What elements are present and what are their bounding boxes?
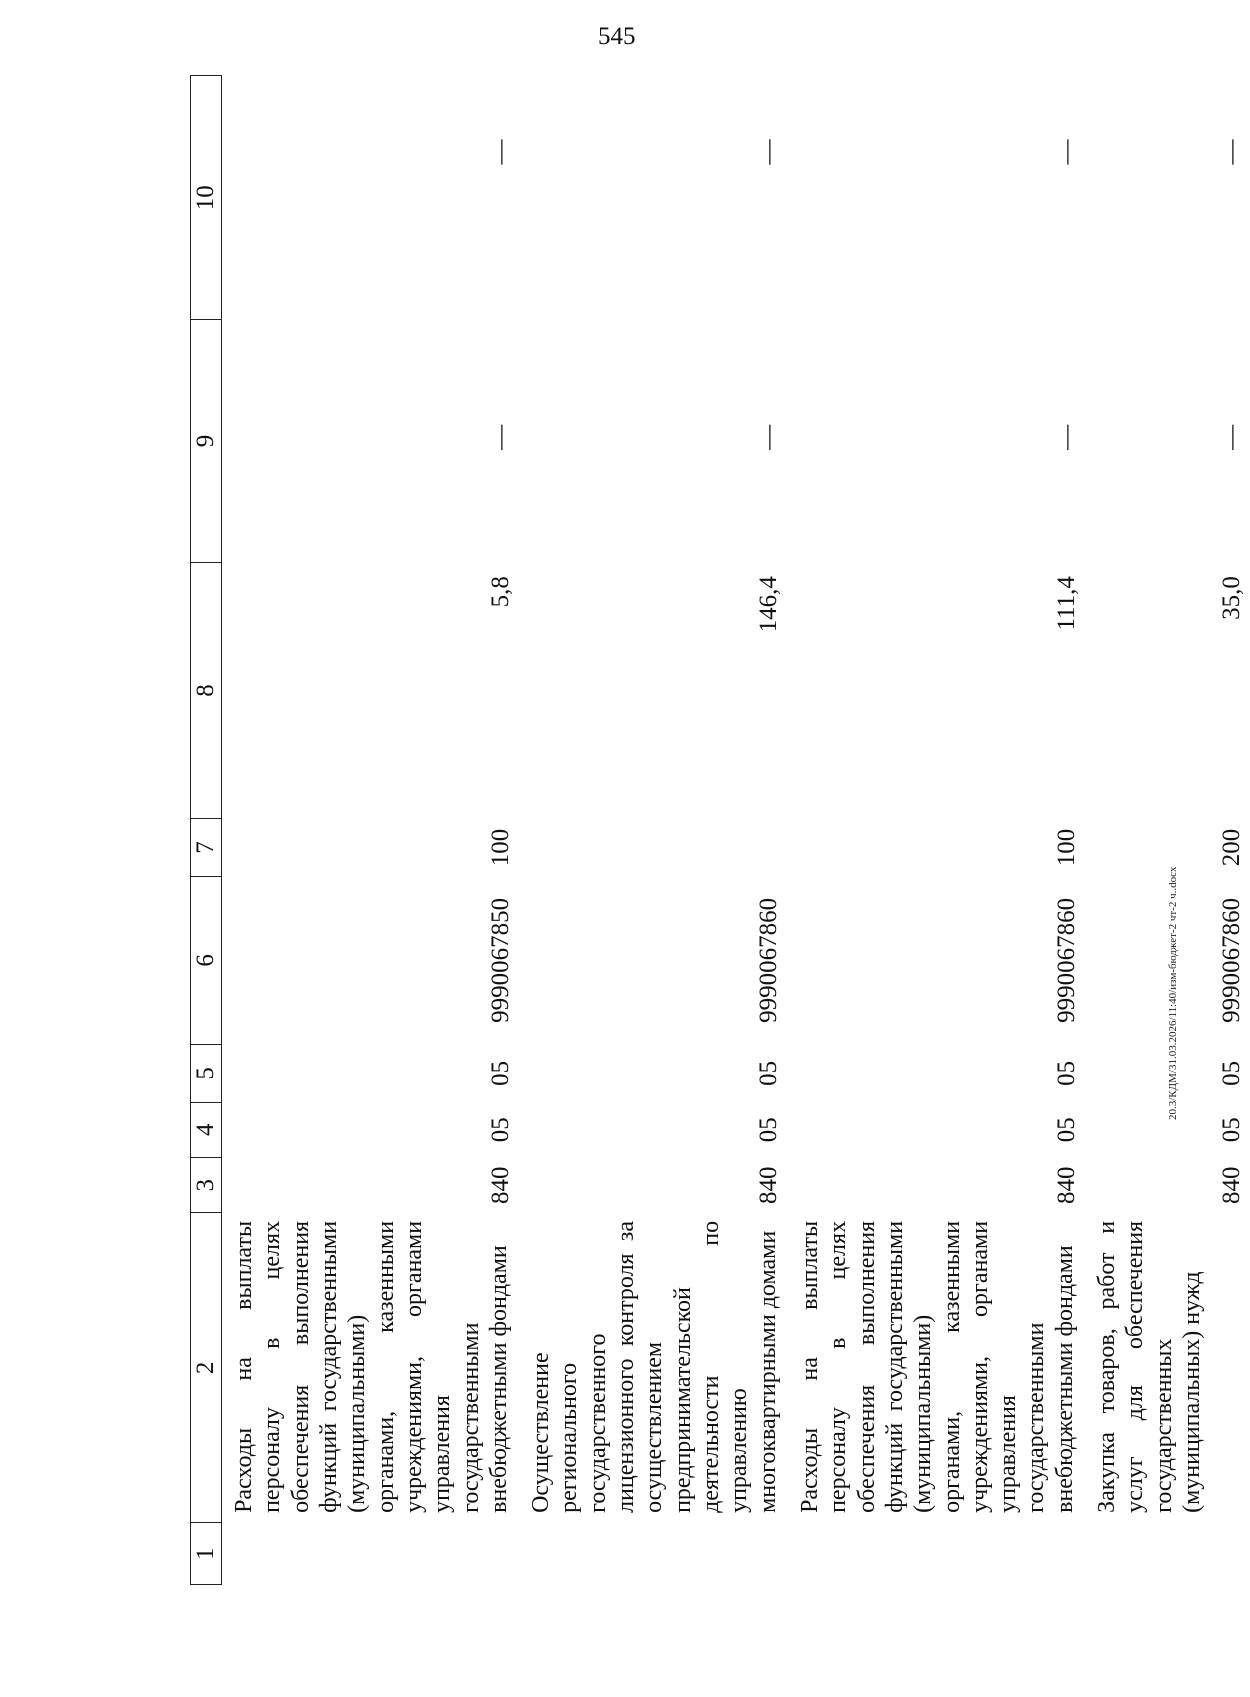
empty-value-dash: —	[486, 139, 514, 165]
ministry-code: 840	[486, 1166, 514, 1204]
row-index-cell	[1085, 1523, 1250, 1585]
row-index-cell	[519, 1523, 788, 1585]
table-row	[519, 76, 788, 1585]
amount-value: 111,4	[1052, 576, 1080, 631]
ministry-code: 840	[1217, 1166, 1245, 1204]
empty-value-dash: —	[755, 424, 783, 450]
empty-value-dash: —	[755, 139, 783, 165]
expense-description: Расходы на выплаты персоналу в целях обеспечения выполнения функций государственными (муниципальными) органами, казенными учреждениями, органами управления государственными внебюджетными фондами	[231, 1220, 512, 1513]
expense-type-code: 100	[1052, 828, 1080, 867]
subsection-code: 05	[755, 1060, 783, 1086]
expense-description: Закупка товаров, работ и услуг для обеспечения государственных (муниципальных) нужд	[1094, 1220, 1205, 1513]
amount-value: 5,8	[486, 576, 514, 608]
column-header-4: 4	[191, 1102, 222, 1157]
ministry-code: 840	[1052, 1166, 1080, 1204]
column-header-5: 5	[191, 1045, 222, 1102]
page-number: 545	[598, 23, 636, 50]
column-header-6: 6	[191, 876, 222, 1044]
expense-type-code: 200	[1217, 828, 1245, 867]
column-header-8: 8	[191, 562, 222, 819]
budget-table	[190, 75, 1250, 1585]
target-article-code: 9990067860	[755, 897, 783, 1023]
empty-value-dash: —	[486, 424, 514, 450]
target-article-code: 9990067860	[1217, 897, 1245, 1023]
section-code: 05	[1052, 1117, 1080, 1143]
table-row	[222, 76, 520, 1585]
table-header-row	[191, 76, 222, 1585]
column-header-3: 3	[191, 1158, 222, 1213]
empty-value-dash: —	[1217, 424, 1245, 450]
column-header-2: 2	[191, 1213, 222, 1523]
column-header-9: 9	[191, 320, 222, 562]
section-code: 05	[1217, 1117, 1245, 1143]
ministry-code: 840	[755, 1166, 783, 1204]
row-index-cell	[222, 1523, 520, 1585]
table-row	[788, 76, 1085, 1585]
empty-value-dash: —	[1217, 139, 1245, 165]
amount-value: 35,0	[1217, 576, 1245, 620]
expense-type-code: 100	[486, 828, 514, 867]
target-article-code: 9990067850	[486, 897, 514, 1023]
empty-value-dash: —	[1052, 139, 1080, 165]
document-footer-note: 20.3/КДМ/31.03.2026/11:40/изм-бюджет-2 чт-2 ч..docx	[1167, 866, 1179, 1120]
target-article-code: 9990067860	[1052, 897, 1080, 1023]
expense-description: Расходы на выплаты персоналу в целях обеспечения выполнения функций государственными (муниципальными) органами, казенными учреждениями, органами управления государственными внебюджетными фондами	[796, 1220, 1078, 1513]
subsection-code: 05	[1217, 1060, 1245, 1086]
empty-value-dash: —	[1052, 424, 1080, 450]
section-code: 05	[755, 1117, 783, 1143]
column-header-1: 1	[191, 1523, 222, 1585]
subsection-code: 05	[486, 1060, 514, 1086]
row-index-cell	[788, 1523, 1085, 1585]
column-header-7: 7	[191, 819, 222, 876]
section-code: 05	[486, 1117, 514, 1143]
expense-description: Осуществление регионального государственного лицензионного контроля за осуществлением предпринимательской деятельности по управлению многоквартирными домами	[528, 1220, 781, 1513]
subsection-code: 05	[1052, 1060, 1080, 1086]
table-row	[1085, 76, 1250, 1585]
amount-value: 146,4	[755, 576, 783, 633]
expense-type-code	[519, 819, 788, 876]
column-header-10: 10	[191, 76, 222, 320]
